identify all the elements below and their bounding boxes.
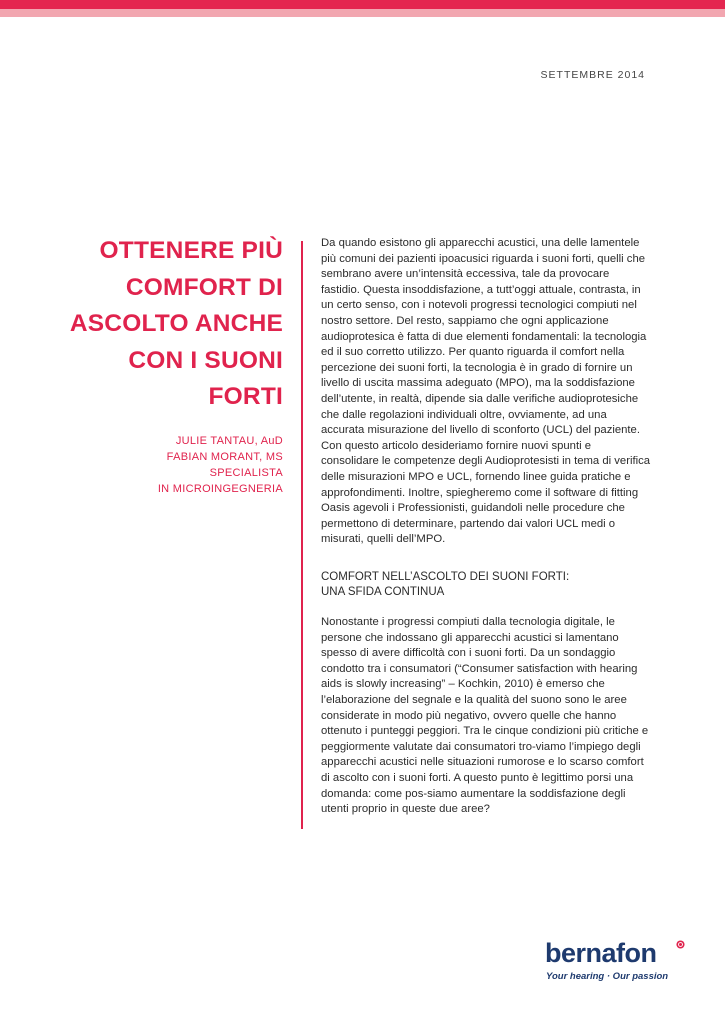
top-color-bar — [0, 0, 725, 18]
logo-wordmark: bernafon — [545, 938, 657, 968]
title-line: ASCOLTO ANCHE — [69, 310, 283, 337]
title-line: FORTI — [208, 383, 283, 410]
article-title — [43, 233, 283, 416]
title-line: CON I SUONI — [128, 346, 283, 374]
author-list — [43, 433, 283, 497]
top-bar-dark-band — [0, 0, 725, 9]
author-line: IN MICROINGEGNERIA — [157, 482, 283, 495]
author-line: FABIAN MORANT, MS — [166, 450, 283, 463]
section-heading-line: COMFORT NELL’ASCOLTO DEI SUONI FORTI: — [321, 570, 570, 583]
author-line: JULIE TANTAU, AuD — [175, 434, 283, 447]
section-heading-line: UNA SFIDA CONTINUA — [321, 586, 445, 599]
body-column — [321, 236, 651, 818]
section-heading — [321, 570, 651, 601]
column-divider — [301, 241, 303, 829]
section-paragraph: Nonostante i progressi compiuti dalla tecnologia digitale, le persone che indossano gli apparecchi acustici si lamentano spesso di avere difficoltà con i suoni forti. Da un sondaggio condotto tra i consumatori (“Consumer satisfaction with hearing aids is slowly increasing” – Kochkin, 2010) è emerso che l’elaborazione del segnale e la qualità del suono sono le aree considerate in modo più negativo, ovvero quelle che hanno ottenuto i punteggi peggiori. Tra le cinque condizioni più critiche e peggiormente valutate dai consumatori tro-viamo l’impiego degli apparecchi acustici nelle situazioni rumorose e lo scarso comfort di ascolto con i suoni forti. A questo punto è legittimo porsi una domanda: come pos-siamo aumentare la soddisfazione degli utenti proprio in queste due aree? — [321, 616, 649, 816]
logo-tagline: Your hearing · Our passion — [546, 971, 669, 982]
title-line: COMFORT DI — [125, 273, 283, 301]
logo-swirl-icon — [676, 940, 685, 949]
author-line: SPECIALISTA — [209, 466, 283, 479]
bernafon-logo — [545, 937, 695, 989]
intro-paragraph: Da quando esistono gli apparecchi acustici, una delle lamentele più comuni dei pazienti ipoacusici riguarda i suoni forti, quelli che sembrano avere un’intensità eccessiva, tale da provocare fastidio. Questa insoddisfazione, a tutt’oggi attuale, contrasta, in un certo senso, con i notevoli progressi tecnologici compiuti nel nostro settore. Del resto, sappiamo che ogni applicazione audioprotesica è fatta di due elementi fondamentali: la tecnologia ed il suo corretto utilizzo. Per quanto riguarda il comfort nella percezione dei suoni forti, la tecnologia è in grado di fornire un livello di uscita massima adeguato (MPO), ma la soddisfazione dell’utente, in realtà, dipende sia dalle verifiche audioprotesiche che dalle regolazioni individuali oltre, ovviamente, ad una accurata misurazione del livello di sconforto (UCL) del paziente. Con questo articolo desideriamo fornire nuovi spunti e consolidare le competenze degli Audioprotesisti in tema di verifica delle misurazioni MPO e UCL, fornendo linee guida pratiche e approfondimenti. Inoltre, spiegheremo come il software di fitting Oasis agevoli i Professionisti, guidandoli nelle procedure che permettono di determinare, partendo dai valori UCL medi o misurati, quelli dell’MPO. — [321, 237, 651, 546]
title-line: OTTENERE PIÙ — [99, 237, 283, 264]
issue-date: SETTEMBRE 2014 — [540, 69, 645, 81]
title-column — [43, 233, 283, 497]
top-bar-light-band — [0, 9, 725, 17]
